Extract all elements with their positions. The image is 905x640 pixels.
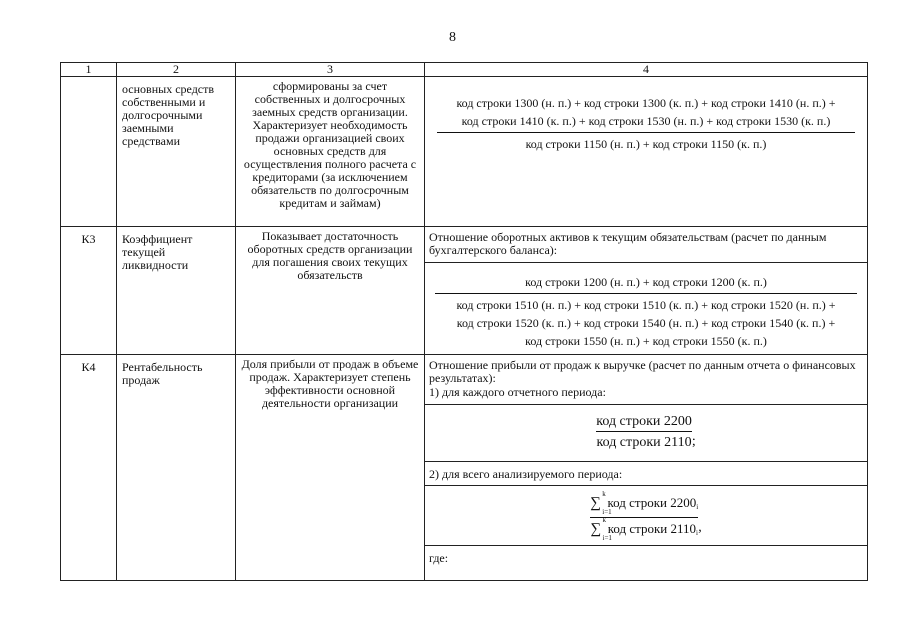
formula-item-1: 1) для каждого отчетного периода: (429, 385, 606, 399)
header-col-1: 1 (61, 63, 117, 77)
formula-fraction (425, 77, 867, 153)
fraction-denominator: код строки 1150 (н. п.) + код строки 1150 (к. п.) (525, 137, 767, 151)
fraction-denominator: код строки 2110 (596, 435, 692, 450)
fraction-bar (590, 517, 698, 518)
formula-fraction (425, 263, 867, 354)
table-row (61, 227, 868, 355)
formula-text (425, 355, 867, 405)
ratio-name: основных средств собственными и долгосрочными заемными средствами (117, 77, 236, 227)
fraction-denominator-line-1: код строки 1510 (н. п.) + код строки 1510 (к. п.) + код строки 1520 (н. п.) + (456, 298, 836, 312)
fraction-numerator: код строки 1200 (н. п.) + код строки 1200 (к. п.) (525, 275, 767, 289)
fraction-denominator-line-2: код строки 1520 (к. п.) + код строки 1540 (н. п.) + код строки 1540 (к. п.) + (456, 316, 836, 330)
punctuation: ; (691, 433, 696, 449)
formula-where: где: (429, 551, 449, 565)
formula-intro: Отношение прибыли от продаж к выручке (расчет по данным отчета о финансовых результатах): (429, 358, 856, 385)
ratio-description: Показывает достаточность оборотных средств организации для погашения своих текущих обязательств (236, 227, 425, 355)
header-col-2: 2 (117, 63, 236, 77)
table-row (61, 355, 868, 581)
table-header-row (61, 63, 868, 77)
sum-sign-icon: ∑ k i=1 (590, 516, 612, 542)
formula-item-2: 2) для всего анализируемого периода: (425, 462, 867, 486)
fraction-numerator-line-1: код строки 1300 (н. п.) + код строки 1300 (к. п.) + код строки 1410 (н. п.) + (456, 96, 836, 110)
formula-per-period (425, 405, 867, 462)
table-row (61, 77, 868, 227)
ratio-name: Рентабельность продаж (117, 355, 236, 581)
fraction-numerator: код строки 2200 (596, 414, 692, 429)
page-number: 8 (449, 30, 456, 45)
fraction-bar (596, 431, 692, 432)
fraction-denominator-line-3: код строки 1550 (н. п.) + код строки 1550 (к. п.) (525, 334, 767, 348)
fraction-bar (435, 293, 857, 294)
ratio-description: сформированы за счет собственных и долгосрочных заемных средств организации. Характеризует необходимость продажи организацией своих основных средств для осуществления полного расчета с кредиторами (за исключением обязательств по долгосрочным кредитам и займам) (236, 77, 425, 227)
formula-text: Отношение оборотных активов к текущим обязательствам (расчет по данным бухгалтерского баланса): (425, 227, 867, 263)
header-col-4: 4 (425, 63, 868, 77)
fraction-numerator-line-2: код строки 1410 (к. п.) + код строки 1530 (н. п.) + код строки 1530 (к. п.) (461, 114, 831, 128)
header-col-3: 3 (236, 63, 425, 77)
ratio-formula (425, 227, 868, 355)
fraction (590, 490, 699, 542)
fraction (596, 413, 692, 451)
ratio-name: Коэффициент текущей ликвидности (117, 227, 236, 355)
fraction-numerator: ∑ k i=1 код строки 2200i (590, 490, 699, 516)
ratio-formula (425, 77, 868, 227)
ratio-code (61, 77, 117, 227)
fraction-denominator: ∑ k i=1 код строки 2110i (590, 516, 698, 542)
ratio-description: Доля прибыли от продаж в объеме продаж. Характеризует степень эффективности основной деятельности организации (236, 355, 425, 581)
formula-whole-period (425, 486, 867, 546)
fraction-bar (437, 132, 855, 133)
ratio-table (60, 62, 868, 581)
ratio-code: К4 (61, 355, 117, 581)
ratio-formula (425, 355, 868, 581)
sum-sign-icon: ∑ k i=1 (590, 490, 612, 516)
ratio-code: К3 (61, 227, 117, 355)
punctuation: , (698, 519, 702, 535)
